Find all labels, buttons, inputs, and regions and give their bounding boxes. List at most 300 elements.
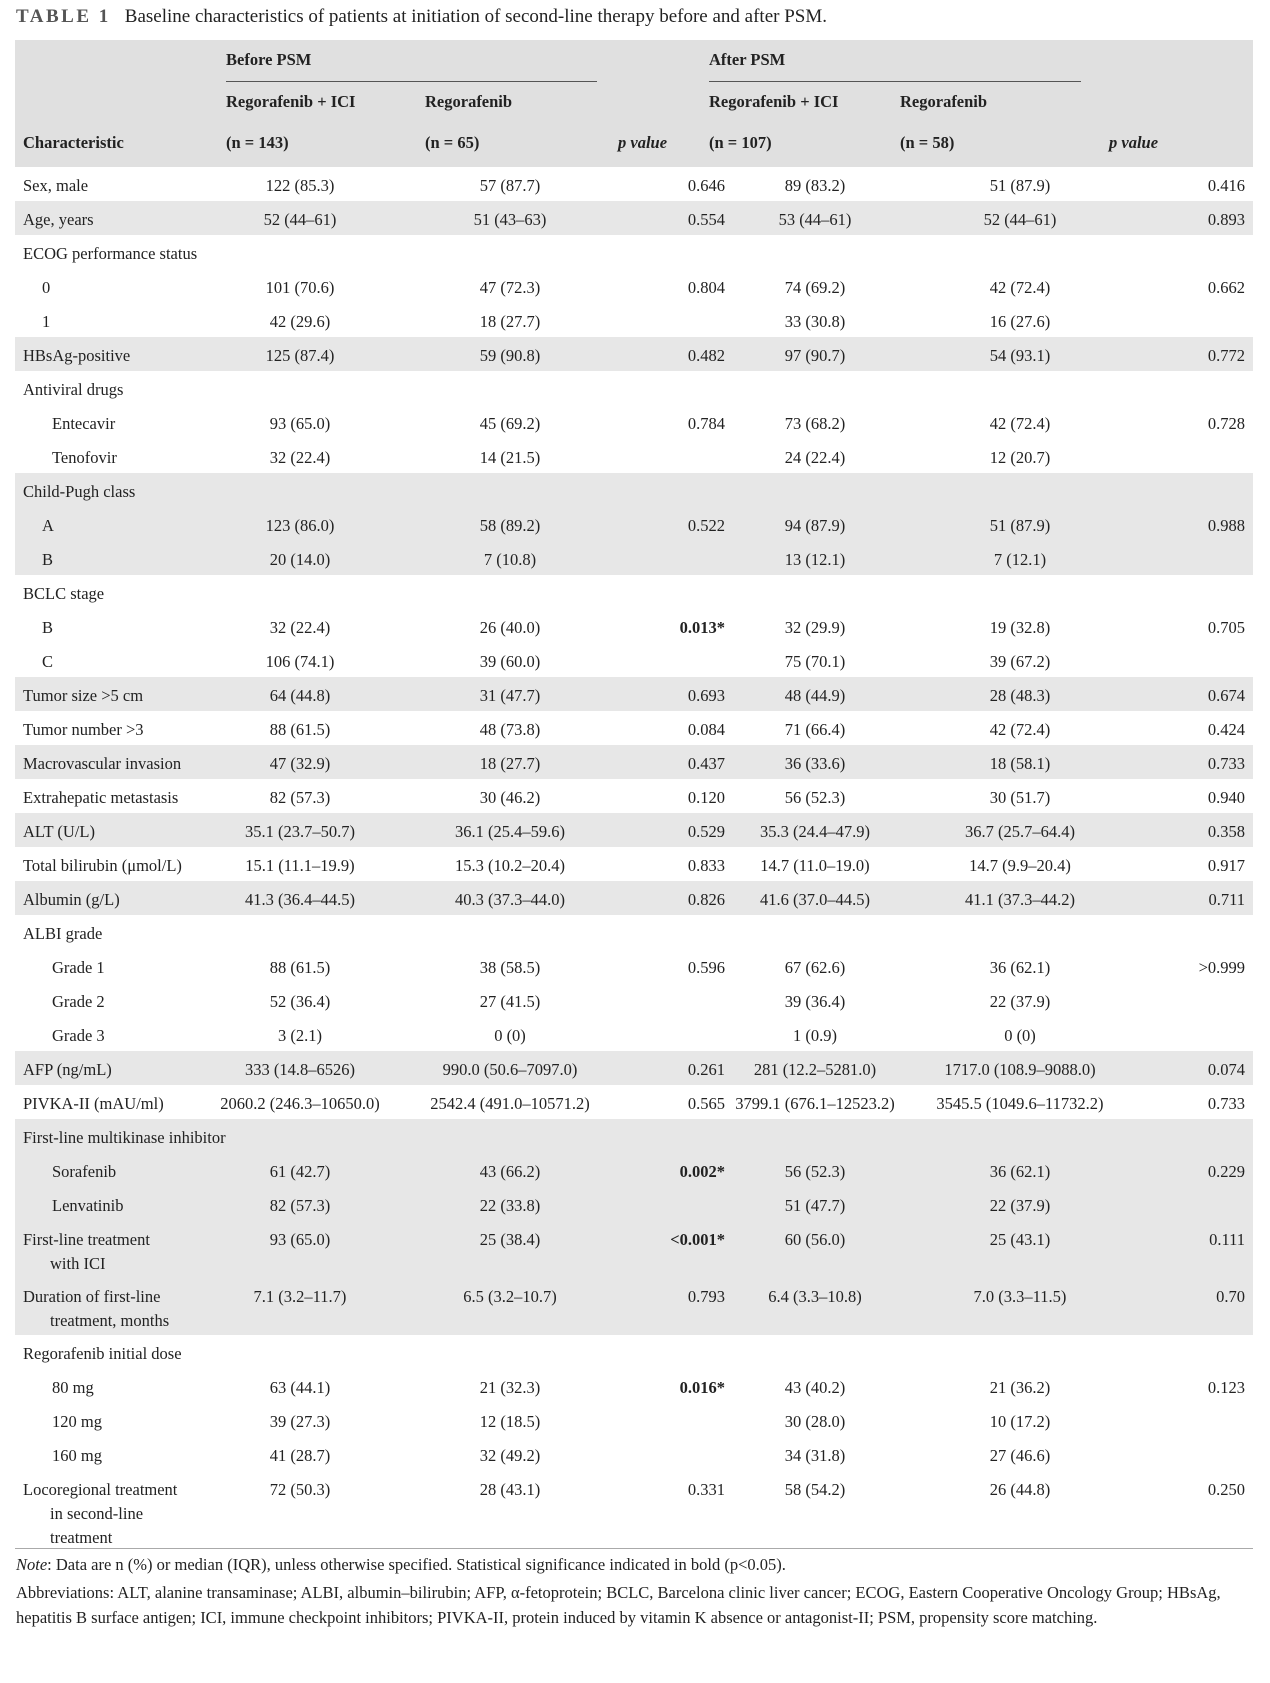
row-label-line: HBsAg-positive [23,346,131,365]
table-title: Baseline characteristics of patients at initiation of second-line therapy before and after PSM. [124,6,827,27]
table-row [15,371,1253,405]
header-characteristic: Characteristic [23,133,124,152]
cell-p-value-before: 0.013* [679,618,725,637]
header-p-value-after: p value [1109,133,1159,152]
cell-before-reg: 39 (60.0) [479,652,541,671]
cell-after-reg-ici: 58 (54.2) [784,1480,846,1499]
cell-before-reg: 990.0 (50.6–7097.0) [442,1060,578,1079]
row-label-line: Child-Pugh class [23,482,136,501]
cell-p-value-before: 0.784 [687,414,725,433]
header-before-n-reg: (n = 65) [425,133,480,152]
row-label-line: Locoregional treatment [23,1480,178,1499]
cell-after-reg: 7.0 (3.3–11.5) [973,1287,1067,1306]
row-label [52,1444,102,1468]
table-row [15,813,1253,847]
row-label-line: Albumin (g/L) [23,890,120,909]
table-header [15,40,1253,167]
cell-before-reg-ici: 2060.2 (246.3–10650.0) [220,1094,380,1113]
note-rule [15,1548,1253,1549]
header-before-psm: Before PSM [226,50,312,69]
table-row [15,609,1253,643]
row-label-line: treatment, months [50,1311,170,1330]
cell-before-reg-ici: 333 (14.8–6526) [245,1060,355,1079]
cell-after-reg-ici: 43 (40.2) [784,1378,846,1397]
row-label-line: B [42,618,54,637]
cell-before-reg-ici: 41.3 (36.4–44.5) [245,890,355,909]
cell-after-reg-ici: 51 (47.7) [784,1196,846,1215]
cell-p-value-after: 0.424 [1207,720,1245,739]
table-row [15,1051,1253,1085]
cell-before-reg: 51 (43–63) [473,210,547,229]
table-row [15,575,1253,609]
cell-before-reg: 26 (40.0) [479,618,541,637]
table-row [15,167,1253,201]
cell-after-reg: 18 (58.1) [989,754,1051,773]
cell-p-value-after: 0.893 [1207,210,1245,229]
row-label [42,514,54,538]
row-label [52,990,105,1014]
cell-after-reg: 42 (72.4) [989,720,1051,739]
table-row [15,507,1253,541]
cell-before-reg: 40.3 (37.3–44.0) [455,890,565,909]
table-row [15,745,1253,779]
cell-before-reg-ici: 82 (57.3) [269,1196,331,1215]
row-label [52,446,117,470]
table-row [15,983,1253,1017]
row-label-line: ALBI grade [23,924,103,943]
row-label-line: Tumor size >5 cm [23,686,144,705]
cell-before-reg-ici: 72 (50.3) [269,1480,331,1499]
cell-after-reg-ici: 13 (12.1) [784,550,846,569]
row-label-line: in second-line [50,1504,144,1523]
cell-p-value-after: 0.074 [1207,1060,1245,1079]
cell-before-reg: 45 (69.2) [479,414,541,433]
cell-after-reg-ici: 30 (28.0) [784,1412,846,1431]
cell-before-reg-ici: 61 (42.7) [269,1162,331,1181]
cell-after-reg: 0 (0) [1004,1026,1036,1045]
cell-after-reg: 25 (43.1) [989,1230,1051,1249]
cell-p-value-after: 0.705 [1207,618,1245,637]
cell-p-value-before: 0.565 [687,1094,725,1113]
row-label [52,412,115,436]
table-row [15,779,1253,813]
row-label-line: Regorafenib initial dose [23,1344,182,1363]
table-row [15,847,1253,881]
table-row [15,1221,1253,1278]
before-psm-rule [226,81,597,82]
cell-after-reg-ici: 97 (90.7) [784,346,846,365]
table-row [15,949,1253,983]
row-label-line: Grade 1 [52,958,105,977]
note-text: : Data are n (%) or median (IQR), unless otherwise specified. Statistical significance indicated in bold (p<0.05). [47,1555,786,1574]
table-row [15,541,1253,575]
cell-after-reg-ici: 1 (0.9) [793,1026,837,1045]
row-label-line: Extrahepatic metastasis [23,788,179,807]
cell-before-reg-ici: 35.1 (23.7–50.7) [245,822,355,841]
row-label-line: Age, years [23,210,94,229]
row-label [52,1194,123,1218]
cell-before-reg: 14 (21.5) [479,448,541,467]
row-label [23,922,102,946]
table-row [15,1335,1253,1369]
row-label-line: First-line multikinase inhibitor [23,1128,226,1147]
header-after-n-reg: (n = 58) [900,133,955,152]
cell-after-reg: 3545.5 (1049.6–11732.2) [936,1094,1104,1113]
row-label [42,548,53,572]
cell-before-reg-ici: 3 (2.1) [278,1026,322,1045]
cell-after-reg-ici: 89 (83.2) [784,176,846,195]
row-label [23,582,104,606]
row-label-line: C [42,652,54,671]
cell-after-reg-ici: 32 (29.9) [784,618,846,637]
cell-before-reg: 22 (33.8) [479,1196,541,1215]
row-label [23,1478,177,1550]
table-row [15,711,1253,745]
row-label-line: 80 mg [52,1378,94,1397]
cell-after-reg-ici: 60 (56.0) [784,1230,846,1249]
cell-before-reg-ici: 41 (28.7) [269,1446,331,1465]
row-label-line: PIVKA-II (mAU/ml) [23,1094,164,1113]
cell-p-value-before: 0.833 [687,856,725,875]
row-label-line: ECOG performance status [23,244,198,263]
table-row [15,1119,1253,1153]
cell-before-reg: 48 (73.8) [479,720,541,739]
cell-p-value-after: 0.733 [1207,754,1245,773]
cell-p-value-after: 0.250 [1207,1480,1245,1499]
header-after-n-reg-ici: (n = 107) [709,133,772,152]
cell-p-value-before: 0.084 [687,720,725,739]
cell-before-reg-ici: 101 (70.6) [265,278,335,297]
row-label [23,1092,164,1116]
cell-before-reg: 32 (49.2) [479,1446,541,1465]
cell-before-reg: 36.1 (25.4–59.6) [455,822,565,841]
row-label-line: Duration of first-line [23,1287,161,1306]
header-before-n-reg-ici: (n = 143) [226,133,289,152]
row-label-line: with ICI [50,1254,106,1273]
row-label [23,208,94,232]
cell-after-reg: 19 (32.8) [989,618,1051,637]
row-label-line: 160 mg [52,1446,102,1465]
cell-after-reg-ici: 67 (62.6) [784,958,846,977]
row-label-line: Tenofovir [52,448,117,467]
row-label-line: Grade 3 [52,1026,105,1045]
cell-after-reg-ici: 14.7 (11.0–19.0) [760,856,870,875]
cell-after-reg-ici: 34 (31.8) [784,1446,846,1465]
cell-before-reg-ici: 20 (14.0) [269,550,331,569]
header-before-reg-ici: Regorafenib + ICI [226,92,356,111]
row-label [23,1126,226,1150]
cell-p-value-after: 0.662 [1207,278,1245,297]
cell-before-reg: 7 (10.8) [483,550,537,569]
cell-before-reg-ici: 39 (27.3) [269,1412,331,1431]
cell-before-reg-ici: 15.1 (11.1–19.9) [245,856,355,875]
table-row [15,1017,1253,1051]
cell-before-reg-ici: 63 (44.1) [269,1378,331,1397]
cell-after-reg: 12 (20.7) [989,448,1051,467]
row-label-line: Sorafenib [52,1162,117,1181]
cell-after-reg: 39 (67.2) [989,652,1051,671]
cell-before-reg: 31 (47.7) [479,686,541,705]
row-label [52,1024,105,1048]
cell-p-value-before: 0.554 [687,210,725,229]
cell-before-reg: 15.3 (10.2–20.4) [455,856,565,875]
table-label: TABLE 1 [16,6,111,27]
row-label [23,480,135,504]
cell-after-reg: 26 (44.8) [989,1480,1051,1499]
cell-before-reg: 12 (18.5) [479,1412,541,1431]
table-row [15,1369,1253,1403]
cell-p-value-before: 0.793 [687,1287,725,1306]
cell-p-value-after: 0.940 [1207,788,1245,807]
row-label [23,242,197,266]
cell-before-reg-ici: 122 (85.3) [265,176,335,195]
cell-p-value-before: 0.529 [687,822,725,841]
header-before-reg: Regorafenib [425,92,513,111]
table-note [16,1552,1251,1578]
cell-after-reg-ici: 53 (44–61) [778,210,852,229]
cell-before-reg: 59 (90.8) [479,346,541,365]
cell-after-reg-ici: 41.6 (37.0–44.5) [760,890,870,909]
header-p-value-before: p value [618,133,668,152]
baseline-table [15,40,1253,1550]
table-row [15,881,1253,915]
cell-after-reg-ici: 48 (44.9) [784,686,846,705]
cell-p-value-after: 0.674 [1207,686,1245,705]
row-label-line: 120 mg [52,1412,102,1431]
cell-after-reg: 1717.0 (108.9–9088.0) [944,1060,1096,1079]
table-row [15,405,1253,439]
row-label-line: Grade 2 [52,992,105,1011]
cell-after-reg-ici: 36 (33.6) [784,754,846,773]
row-label-line: A [42,516,54,535]
table-row [15,235,1253,269]
cell-after-reg: 14.7 (9.9–20.4) [969,856,1071,875]
cell-after-reg-ici: 94 (87.9) [784,516,846,535]
cell-after-reg: 51 (87.9) [989,516,1051,535]
cell-p-value-after: 0.70 [1216,1287,1245,1306]
cell-p-value-after: 0.358 [1207,822,1245,841]
row-label [42,276,50,300]
table-row [15,1187,1253,1221]
row-label-line: B [42,550,54,569]
cell-before-reg-ici: 47 (32.9) [269,754,331,773]
table-row [15,269,1253,303]
row-label-line: Lenvatinib [52,1196,124,1215]
cell-after-reg-ici: 24 (22.4) [784,448,846,467]
row-label-line: BCLC stage [23,584,105,603]
row-label [23,1342,182,1366]
cell-before-reg-ici: 7.1 (3.2–11.7) [253,1287,347,1306]
cell-before-reg-ici: 125 (87.4) [265,346,335,365]
cell-before-reg: 38 (58.5) [479,958,541,977]
cell-before-reg-ici: 32 (22.4) [269,618,331,637]
cell-after-reg-ici: 35.3 (24.4–47.9) [760,822,870,841]
cell-after-reg: 52 (44–61) [983,210,1057,229]
table-row [15,1153,1253,1187]
table-row [15,439,1253,473]
cell-before-reg: 28 (43.1) [479,1480,541,1499]
cell-after-reg-ici: 281 (12.2–5281.0) [753,1060,877,1079]
table-row [15,1403,1253,1437]
row-label [52,1410,102,1434]
cell-before-reg-ici: 93 (65.0) [269,414,331,433]
row-label [23,820,95,844]
row-label [42,616,53,640]
row-label [23,786,178,810]
header-after-psm: After PSM [709,50,786,69]
cell-p-value-before: 0.693 [687,686,725,705]
cell-after-reg: 54 (93.1) [989,346,1051,365]
table-row [15,337,1253,371]
note-prefix: Note [16,1555,48,1574]
row-label [23,752,181,776]
cell-after-reg-ici: 3799.1 (676.1–12523.2) [735,1094,895,1113]
header-after-reg-ici: Regorafenib + ICI [709,92,839,111]
header-after-reg: Regorafenib [900,92,988,111]
cell-p-value-before: 0.120 [687,788,725,807]
cell-p-value-before: 0.826 [687,890,725,909]
cell-before-reg-ici: 64 (44.8) [269,686,331,705]
row-label-line: Total bilirubin (μmol/L) [23,856,182,875]
cell-before-reg-ici: 123 (86.0) [265,516,335,535]
row-label-line: Entecavir [52,414,116,433]
cell-after-reg: 16 (27.6) [989,312,1051,331]
row-label [23,684,143,708]
cell-p-value-before: 0.261 [687,1060,725,1079]
row-label-line: 1 [42,312,51,331]
cell-p-value-before: 0.002* [679,1162,725,1181]
row-label [23,1285,169,1333]
row-label [52,1160,116,1184]
table-row [15,1278,1253,1335]
cell-after-reg: 36 (62.1) [989,958,1051,977]
cell-p-value-before: 0.482 [687,346,725,365]
cell-after-reg: 30 (51.7) [989,788,1051,807]
cell-before-reg: 25 (38.4) [479,1230,541,1249]
table-row [15,1471,1253,1550]
cell-before-reg-ici: 82 (57.3) [269,788,331,807]
cell-after-reg-ici: 56 (52.3) [784,788,846,807]
row-label-line: treatment [50,1528,113,1547]
cell-p-value-after: 0.917 [1207,856,1245,875]
cell-before-reg-ici: 88 (61.5) [269,720,331,739]
cell-before-reg: 18 (27.7) [479,754,541,773]
row-label-line: Tumor number >3 [23,720,144,739]
cell-after-reg-ici: 33 (30.8) [784,312,846,331]
row-label-line: AFP (ng/mL) [23,1060,112,1079]
cell-p-value-before: <0.001* [670,1230,725,1249]
cell-before-reg: 0 (0) [494,1026,526,1045]
cell-after-reg: 22 (37.9) [989,1196,1051,1215]
cell-before-reg-ici: 106 (74.1) [265,652,335,671]
cell-after-reg: 10 (17.2) [989,1412,1051,1431]
cell-after-reg: 42 (72.4) [989,414,1051,433]
cell-after-reg: 28 (48.3) [989,686,1051,705]
row-label [23,344,130,368]
cell-p-value-before: 0.646 [687,176,725,195]
cell-before-reg: 58 (89.2) [479,516,541,535]
row-label-line: First-line treatment [23,1230,150,1249]
cell-before-reg-ici: 42 (29.6) [269,312,331,331]
row-label-line: ALT (U/L) [23,822,95,841]
cell-before-reg-ici: 52 (36.4) [269,992,331,1011]
row-label [52,956,105,980]
row-label-line: 0 [42,278,51,297]
cell-after-reg: 7 (12.1) [993,550,1047,569]
row-label [23,854,182,878]
cell-after-reg: 36 (62.1) [989,1162,1051,1181]
row-label [42,650,53,674]
row-label [23,1228,150,1276]
row-label [52,1376,94,1400]
row-label [23,888,120,912]
cell-p-value-before: 0.331 [687,1480,725,1499]
cell-after-reg-ici: 75 (70.1) [784,652,846,671]
table-row [15,1085,1253,1119]
cell-before-reg: 6.5 (3.2–10.7) [463,1287,557,1306]
table-row [15,473,1253,507]
after-psm-rule [709,81,1081,82]
table-row [15,915,1253,949]
table-row [15,303,1253,337]
cell-p-value-after: 0.728 [1207,414,1245,433]
cell-p-value-after: 0.988 [1207,516,1245,535]
cell-after-reg-ici: 6.4 (3.3–10.8) [768,1287,862,1306]
cell-before-reg: 43 (66.2) [479,1162,541,1181]
cell-before-reg: 47 (72.3) [479,278,541,297]
row-label [23,1058,112,1082]
cell-before-reg: 18 (27.7) [479,312,541,331]
cell-after-reg-ici: 73 (68.2) [784,414,846,433]
cell-after-reg-ici: 71 (66.4) [784,720,846,739]
cell-after-reg: 22 (37.9) [989,992,1051,1011]
cell-after-reg: 27 (46.6) [989,1446,1051,1465]
cell-p-value-after: 0.711 [1208,890,1245,909]
cell-before-reg-ici: 93 (65.0) [269,1230,331,1249]
cell-p-value-before: 0.016* [679,1378,725,1397]
table-row [15,201,1253,235]
table-row [15,643,1253,677]
cell-after-reg: 41.1 (37.3–44.2) [965,890,1075,909]
cell-after-reg: 42 (72.4) [989,278,1051,297]
cell-after-reg: 21 (36.2) [989,1378,1051,1397]
row-label-line: Sex, male [23,176,89,195]
cell-p-value-after: 0.111 [1209,1230,1245,1249]
cell-before-reg: 30 (46.2) [479,788,541,807]
cell-p-value-after: 0.772 [1207,346,1245,365]
cell-before-reg-ici: 52 (44–61) [263,210,337,229]
cell-before-reg-ici: 32 (22.4) [269,448,331,467]
cell-after-reg-ici: 56 (52.3) [784,1162,846,1181]
cell-p-value-after: 0.733 [1207,1094,1245,1113]
cell-before-reg: 21 (32.3) [479,1378,541,1397]
row-label [42,310,50,334]
cell-p-value-before: 0.596 [687,958,725,977]
row-label [23,718,144,742]
cell-after-reg-ici: 74 (69.2) [784,278,846,297]
cell-before-reg: 2542.4 (491.0–10571.2) [430,1094,590,1113]
cell-after-reg-ici: 39 (36.4) [784,992,846,1011]
table-abbreviations: Abbreviations: ALT, alanine transaminase; ALBI, albumin–bilirubin; AFP, α-fetoprotein; BCLC, Barcelona clinic liver cancer; ECOG, Eastern Cooperative Oncology Group; HBsAg, hepatitis B surface antigen; ICI, immune checkpoint inhibitors; PIVKA-II, protein induced by vitamin K absence or antagonist-II; PSM, propensity score matching. [16,1583,1221,1627]
cell-p-value-after: 0.416 [1207,176,1245,195]
cell-p-value-before: 0.437 [687,754,725,773]
row-label [23,378,123,402]
cell-p-value-before: 0.522 [687,516,725,535]
cell-p-value-after: 0.123 [1207,1378,1245,1397]
cell-after-reg: 51 (87.9) [989,176,1051,195]
cell-p-value-before: 0.804 [687,278,725,297]
row-label [23,174,88,198]
